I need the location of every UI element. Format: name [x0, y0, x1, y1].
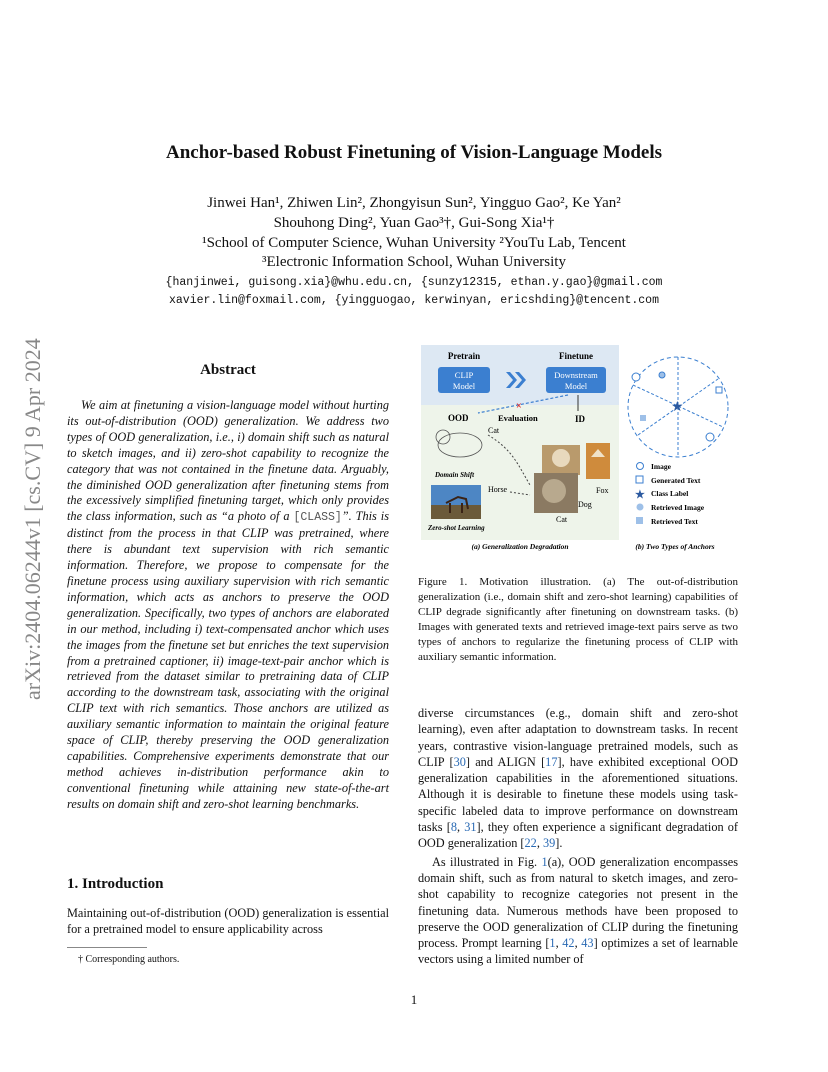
figure-caption: Figure 1. Motivation illustration. (a) The out-of-distribution generalization (i.e., domain shift and zero-shot learning) capabilities of CLIP degrade significantly after finetuning on downstream tasks. (b) Images with generated texts and retrieved image-text pairs serve as two types of anchors to regularize the finetuning process of CLIP with auxiliary semantic information. [418, 576, 738, 663]
email-line-1: {hanjinwei, guisong.xia}@whu.edu.cn, {sunzy12315, ethan.y.gao}@gmail.com [165, 276, 663, 289]
arxiv-stamp [10, 285, 50, 705]
citation-link[interactable]: 42 [562, 936, 575, 951]
affiliation-line-1: ¹School of Computer Science, Wuhan University ²YouTu Lab, Tencent [202, 235, 626, 251]
domain-shift-label: Domain Shift [435, 471, 475, 479]
fox-label: Fox [596, 486, 609, 495]
arxiv-stamp-text: arXiv:2404.06244v1 [cs.CV] 9 Apr 2024 [20, 338, 45, 700]
abstract-text-2: ”. This is distinct from the process in that CLIP was pretrained, where there is abundant text supervision with rich semantic information. Therefore, we propose to compensate for the finetune process using auxiliary supervision with rich semantic information, which acts as anchors to preserve the OOD generalization. Specifically, two types of anchors are elaborated in our method, including i) text-compensated anchor which uses the images from the finetune set but enriches the text supervision from a pretrained captioner, ii) image-text-pair anchor which is retrieved from the dataset similar to pretraining data of CLIP according to the downstream task, associating with the original CLIP text with rich semantics. Those anchors are utilized as auxiliary semantic information to maintain the original feature space of CLIP, thereby preserving the OOD generalization capabilities. Comprehensive experiments demonstrate that our method achieves in-distribution performance akin to conventional finetuning while attaining new state-of-the-art results on domain shift and zero-shot learning benchmarks. [67, 509, 389, 811]
legend-generated-text-icon [636, 476, 643, 483]
cat-bottom-label: Cat [556, 515, 568, 524]
legend [635, 462, 705, 526]
legend-class-label-icon: ★ [635, 489, 645, 501]
citation-link[interactable]: 17 [545, 754, 558, 769]
class-label-star-icon: ★ [671, 400, 684, 415]
ood-label: OOD [448, 413, 469, 423]
id-label: ID [575, 414, 586, 424]
citation-link[interactable]: 39 [542, 836, 556, 851]
intro-heading: 1. Introduction [67, 876, 164, 892]
cat-top-label: Cat [488, 426, 500, 435]
legend-retrieved-text: Retrieved Text [651, 517, 698, 526]
pretrain-label: Pretrain [447, 351, 481, 361]
author-line-2: Shouhong Ding², Yuan Gao³†, Gui-Song Xia¹† [273, 215, 555, 231]
page-number: 1 [410, 992, 418, 1007]
legend-image: Image [651, 462, 671, 471]
downstream-text-2: Model [564, 381, 588, 391]
footnote: † Corresponding authors. [78, 954, 180, 965]
abstract-text-1: We aim at finetuning a vision-language model without hurting its out-of-distribution (OOD) generalization. We address two types of OOD generalization, i.e., i) domain shift such as natural to sketch images, and ii) zero-shot capability to recognize the category that was not contained in the finetune data. Arguably, the diminished OOD generalization after finetuning stems from the excessively simplified finetuning target, which only provides the class information, such as “a photo of a [67, 398, 389, 524]
abstract-body [67, 398, 389, 813]
clip-model-text-1: CLIP [454, 370, 474, 380]
citation-link[interactable]: 8 [450, 820, 457, 835]
citation-link[interactable]: 43 [581, 936, 594, 951]
citation-link[interactable]: 31 [464, 820, 477, 835]
paragraph-2: As illustrated in Fig. 1(a), OOD generalization encompasses domain shift, such as from natural to sketch images, and zero-shot capability to recognize categories not present in the finetuning data. Numerous methods have been proposed to preserve the OOD generalization of CLIP during the finetuning process. Prompt learning [1, 42, 43] optimizes a set of learnable vectors using a limited number of [418, 854, 739, 967]
legend-retrieved-text-icon [636, 517, 643, 524]
legend-retrieved-image: Retrieved Image [651, 503, 705, 512]
right-column-body [418, 705, 738, 968]
figure-1 [418, 345, 740, 560]
finetune-label: Finetune [558, 351, 594, 361]
legend-retrieved-image-icon [637, 504, 644, 511]
abstract-heading: Abstract [200, 362, 256, 378]
footnote-rule [67, 947, 147, 948]
caption-b: (b) Two Types of Anchors [635, 542, 715, 551]
author-line-1: Jinwei Han¹, Zhiwen Lin², Zhongyisun Sun², Yingguo Gao², Ke Yan² [207, 195, 621, 211]
email-line-2: xavier.lin@foxmail.com, {yingguogao, kerwinyan, ericshding}@tencent.com [169, 294, 659, 307]
legend-image-icon [637, 463, 644, 470]
citation-link[interactable]: 22 [524, 836, 537, 851]
red-cross-icon: × [516, 401, 522, 412]
legend-class-label: Class Label [651, 489, 689, 498]
horse-label: Horse [488, 485, 508, 494]
evaluation-label: Evaluation [498, 413, 538, 423]
caption-a: (a) Generalization Degradation [471, 542, 569, 551]
paragraph-1: diverse circumstances (e.g., domain shift and zero-shot learning), even after adaptation to downstream tasks. In recent years, contrastive vision-language pretrained models, such as CLIP [30] and ALIGN [17], have exhibited exceptional OOD generalization capabilities in the aforementioned situations. Although it is desirable to finetune these models using task-specific labeled data to improve performance on downstream tasks [8, 31], they often experience a significant degradation of OOD generalization [22, 39]. [418, 706, 739, 851]
figure-link[interactable]: 1 [541, 854, 548, 869]
affiliation-line-2: ³Electronic Information School, Wuhan University [262, 254, 566, 270]
paper-title: Anchor-based Robust Finetuning of Vision-Language Models [165, 142, 662, 163]
downstream-text-1: Downstream [554, 370, 598, 380]
citation-link[interactable]: 30 [453, 754, 466, 769]
clip-model-text-2: Model [452, 381, 476, 391]
dog-label: Dog [578, 500, 592, 509]
legend-generated-text: Generated Text [651, 476, 701, 485]
citation-link[interactable]: 1 [549, 936, 556, 951]
zero-shot-label: Zero-shot Learning [428, 524, 485, 532]
fox-image [586, 443, 610, 479]
class-token: [CLASS] [293, 511, 342, 525]
intro-body: Maintaining out-of-distribution (OOD) generalization is essential for a pretrained model to ensure applicability across [67, 906, 389, 937]
